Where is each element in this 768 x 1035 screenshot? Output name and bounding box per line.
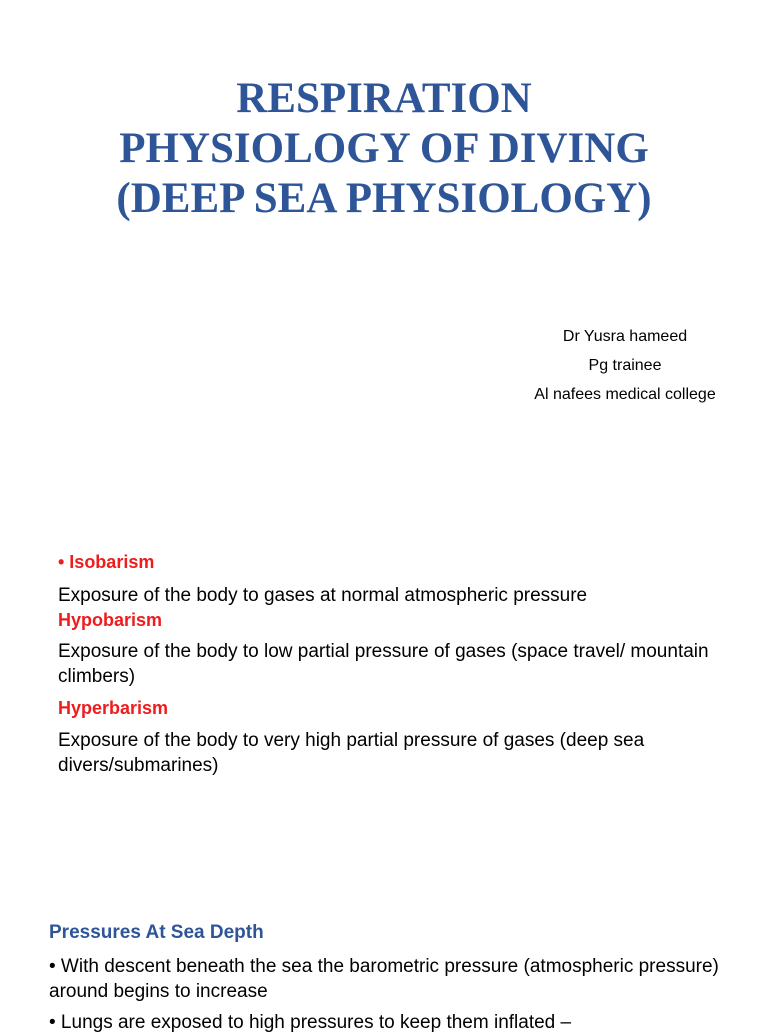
hyperbarism-text: Exposure of the body to very high partial pressure of gases (deep sea divers/submarines) xyxy=(58,730,645,776)
title-line-3: (DEEP SEA PHYSIOLOGY) xyxy=(116,175,652,222)
pressure-bullet-1: • With descent beneath the sea the barometric pressure (atmospheric pressure) around begins to increase xyxy=(49,956,719,1002)
presentation-title xyxy=(0,74,768,224)
author-block xyxy=(500,322,750,409)
pressure-bullet-2: • Lungs are exposed to high pressures to keep them inflated – xyxy=(49,1012,572,1033)
author-name: Dr Yusra hameed xyxy=(562,328,688,345)
isobarism-heading: • Isobarism xyxy=(58,552,155,572)
slide-definitions xyxy=(0,512,768,892)
title-line-1: RESPIRATION xyxy=(236,75,532,122)
hypobarism-text: Exposure of the body to low partial pressure of gases (space travel/ mountain climbers) xyxy=(58,641,709,687)
pressures-heading: Pressures At Sea Depth xyxy=(49,922,264,943)
author-institution: Al nafees medical college xyxy=(534,386,716,403)
isobarism-text: Exposure of the body to gases at normal atmospheric pressure xyxy=(58,585,588,606)
slide-pressures xyxy=(0,892,768,1033)
hypobarism-heading: Hypobarism xyxy=(58,610,163,630)
author-position: Pg trainee xyxy=(588,357,662,374)
hyperbarism-heading: Hyperbarism xyxy=(58,698,169,718)
slide-title xyxy=(0,0,768,512)
title-line-2: PHYSIOLOGY OF DIVING xyxy=(119,125,649,172)
